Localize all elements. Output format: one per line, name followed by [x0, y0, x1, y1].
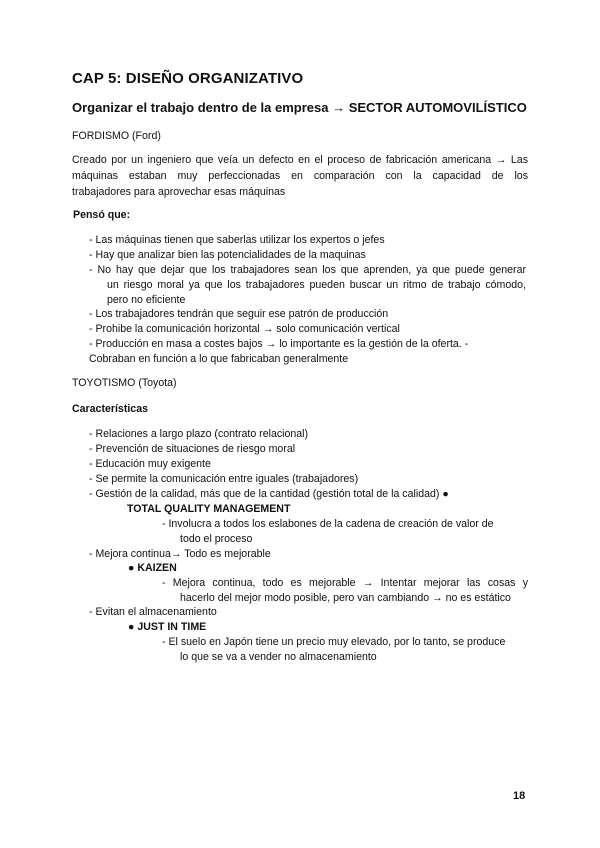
tqm-label: TOTAL QUALITY MANAGEMENT [127, 503, 291, 515]
page-title: CAP 5: DISEÑO ORGANIZATIVO [72, 70, 304, 87]
penso-heading: Pensó que: [73, 209, 131, 221]
jit-desc-line: - El suelo en Japón tiene un precio muy elevado, por lo tanto, se produce [162, 636, 506, 648]
fordismo-intro-line: máquinas estaban muy perfeccionadas en comparación con la capacidad de los [72, 170, 528, 182]
list-item: - Prevención de situaciones de riesgo moral [89, 443, 296, 455]
list-item: - No hay que dejar que los trabajadores sean los que aprenden, ya que puede generar [89, 264, 526, 276]
kaizen-desc-line: hacerlo del mejor modo posible, pero van cambiando → no es estático [180, 592, 511, 604]
list-item: - Gestión de la calidad, más que de la cantidad (gestión total de la calidad) ● [89, 488, 449, 500]
list-item-continuation: pero no eficiente [107, 294, 186, 306]
list-item: - Evitan el almacenamiento [89, 606, 217, 618]
list-item: - Los trabajadores tendrán que seguir ese patrón de producción [89, 308, 389, 320]
caracteristicas-heading: Características [72, 403, 148, 415]
page-number: 18 [513, 790, 526, 802]
list-item: - Prohibe la comunicación horizontal → solo comunicación vertical [89, 323, 400, 335]
section-subtitle: Organizar el trabajo dentro de la empresa → SECTOR AUTOMOVILÍSTICO [72, 100, 527, 115]
list-item-continuation: un riesgo moral ya que los trabajadores pueden buscar un ritmo de trabajo cómodo, [107, 279, 526, 291]
jit-label: ● JUST IN TIME [128, 621, 207, 633]
toyotismo-heading: TOYOTISMO (Toyota) [72, 377, 177, 389]
list-item: - Educación muy exigente [89, 458, 211, 470]
tqm-desc-line: todo el proceso [180, 533, 253, 545]
list-item: - Relaciones a largo plazo (contrato relacional) [89, 428, 309, 440]
tqm-desc-line: - Involucra a todos los eslabones de la cadena de creación de valor de [162, 518, 494, 530]
list-item: - Las máquinas tienen que saberlas utilizar los expertos o jefes [89, 234, 385, 246]
fordismo-intro-line: Creado por un ingeniero que veía un defecto en el proceso de fabricación americana → Las [72, 154, 528, 166]
kaizen-desc-line: - Mejora continua, todo es mejorable → Intentar mejorar las cosas y [162, 577, 528, 589]
list-item: - Mejora continua→ Todo es mejorable [89, 548, 271, 560]
kaizen-label: ● KAIZEN [128, 562, 177, 574]
list-item-continuation: Cobraban en función a lo que fabricaban generalmente [89, 353, 349, 365]
list-item: - Hay que analizar bien las potencialidades de la maquinas [89, 249, 366, 261]
list-item: - Producción en masa a costes bajos → lo importante es la gestión de la oferta. - [89, 338, 469, 350]
list-item: - Se permite la comunicación entre iguales (trabajadores) [89, 473, 359, 485]
fordismo-heading: FORDISMO (Ford) [72, 130, 161, 142]
jit-desc-line: lo que se va a vender no almacenamiento [180, 651, 377, 663]
fordismo-intro-line: trabajadores para aprovechar esas máquinas [72, 186, 286, 198]
